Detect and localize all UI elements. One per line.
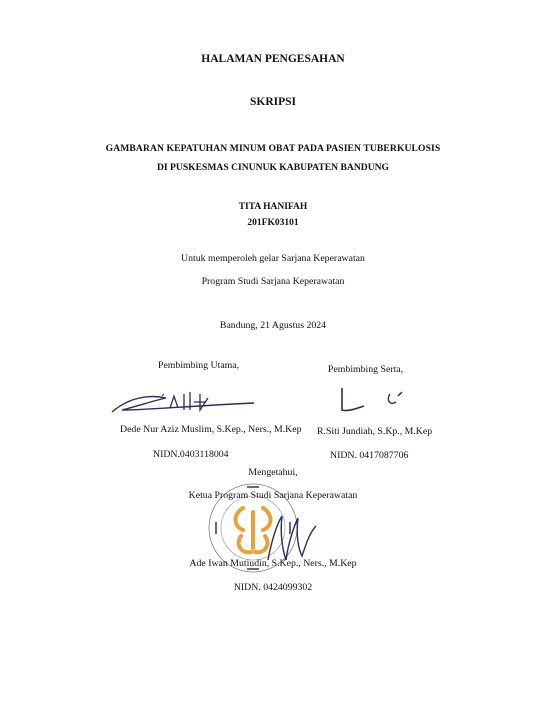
approval-name: Ade Iwan Mutiudin, S.Kep., Ners., M.Kep (189, 558, 357, 569)
advisor-main-signature (108, 388, 258, 422)
advisor-main-name: Dede Nur Aziz Muslim, S.Kep., Ners., M.Kep (120, 424, 302, 435)
advisor-main-label: Pembimbing Utama, (158, 360, 240, 371)
author-name: TITA HANIFAH (238, 202, 308, 212)
advisor-co-nidn: NIDN. 0417087706 (330, 450, 409, 461)
page-heading: HALAMAN PENGESAHAN (201, 53, 345, 65)
thesis-title-line-1: GAMBARAN KEPATUHAN MINUM OBAT PADA PASIEN TUBERKULOSIS (105, 143, 441, 154)
purpose-line-2: Program Studi Sarjana Keperawatan (201, 276, 345, 287)
advisor-co-signature (334, 384, 424, 418)
advisor-main-nidn: NIDN.0403118004 (153, 449, 229, 460)
date-line: Bandung, 21 Agustus 2024 (219, 320, 327, 331)
approval-nidn: NIDN. 0424099302 (233, 582, 313, 593)
advisor-co-name: R.Siti Jundiah, S.Kp., M.Kep (317, 426, 433, 437)
approval-label: Mengetahui, (248, 467, 298, 478)
approval-position: Ketua Program Studi Sarjana Keperawatan (188, 490, 358, 501)
purpose-line-1: Untuk memperoleh gelar Sarjana Keperawatan (181, 253, 365, 264)
advisor-co-label: Pembimbing Serta, (328, 364, 404, 375)
document-type: SKRIPSI (249, 96, 297, 108)
author-id: 201FK03101 (247, 218, 299, 228)
thesis-title-line-2: DI PUSKESMAS CINUNUK KABUPATEN BANDUNG (156, 162, 390, 173)
